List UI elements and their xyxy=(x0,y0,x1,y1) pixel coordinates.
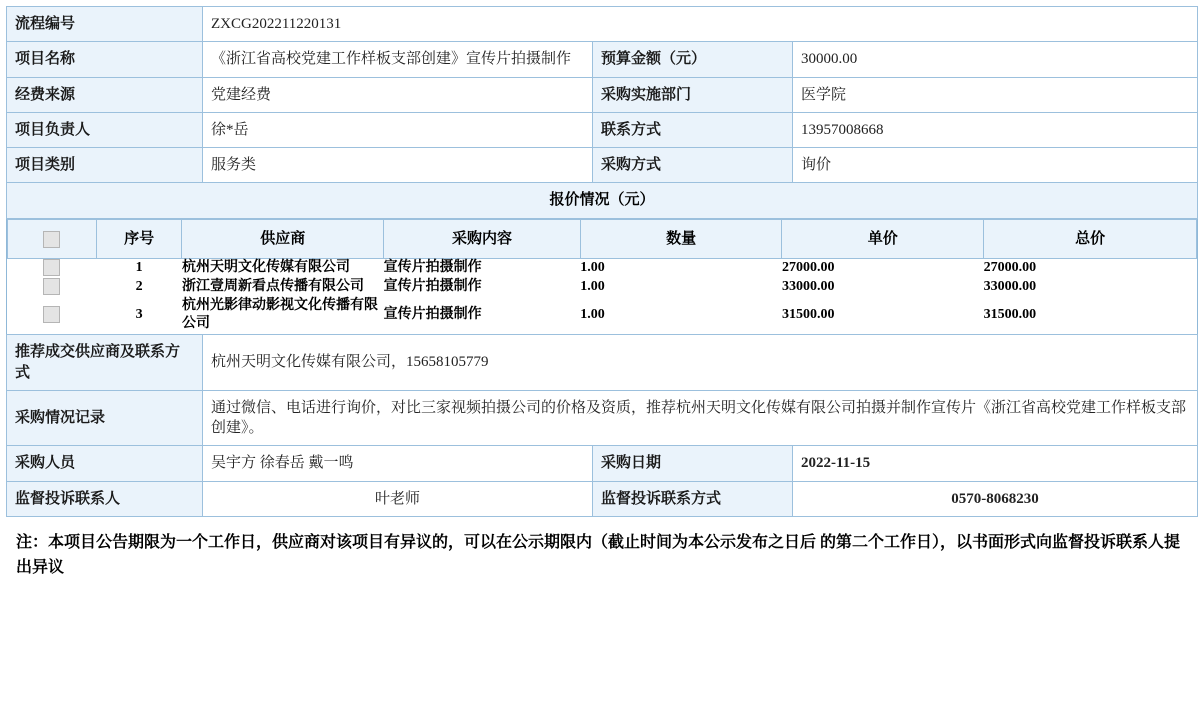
select-all-checkbox[interactable] xyxy=(43,231,60,248)
table-row xyxy=(7,7,1198,42)
select-all-header xyxy=(8,219,97,258)
row-total-price: 27000.00 xyxy=(984,258,1197,277)
project-name-label: 项目名称 xyxy=(7,42,203,77)
row-supplier: 杭州天明文化传媒有限公司 xyxy=(182,258,384,277)
supervisor-value: 叶老师 xyxy=(203,481,593,516)
row-index: 1 xyxy=(96,258,182,277)
col-total-price: 总价 xyxy=(984,219,1197,258)
category-value: 服务类 xyxy=(203,148,593,183)
row-index: 3 xyxy=(96,297,182,335)
row-total-price: 31500.00 xyxy=(984,297,1197,335)
table-row xyxy=(7,481,1198,516)
process-no-value: ZXCG202211220131 xyxy=(203,7,1198,42)
table-row xyxy=(8,258,1197,277)
row-unit-price: 31500.00 xyxy=(782,297,984,335)
table-row xyxy=(7,446,1198,481)
col-unit-price: 单价 xyxy=(782,219,984,258)
row-content: 宣传片拍摄制作 xyxy=(384,258,581,277)
row-checkbox[interactable] xyxy=(43,259,60,276)
row-select-cell xyxy=(8,258,97,277)
quote-header-row xyxy=(8,219,1197,258)
row-qty: 1.00 xyxy=(580,278,782,297)
row-checkbox[interactable] xyxy=(43,278,60,295)
process-no-label: 流程编号 xyxy=(7,7,203,42)
supervisor-contact-label: 监督投诉联系方式 xyxy=(593,481,793,516)
quote-section-title: 报价情况（元） xyxy=(7,183,1198,218)
row-content: 宣传片拍摄制作 xyxy=(384,278,581,297)
col-qty: 数量 xyxy=(580,219,782,258)
row-unit-price: 27000.00 xyxy=(782,258,984,277)
row-supplier: 杭州光影律动影视文化传播有限公司 xyxy=(182,297,384,335)
row-select-cell xyxy=(8,278,97,297)
table-row xyxy=(8,297,1197,335)
contact-label: 联系方式 xyxy=(593,112,793,147)
fund-source-value: 党建经费 xyxy=(203,77,593,112)
table-row xyxy=(7,183,1198,218)
footer-note: 注：本项目公告期限为一个工作日，供应商对该项目有异议的，可以在公示期限内（截止时间为本公示发布之日后 的第二个工作日），以书面形式向监督投诉联系人提出异议 xyxy=(16,533,1181,576)
row-index: 2 xyxy=(96,278,182,297)
owner-label: 项目负责人 xyxy=(7,112,203,147)
row-select-cell xyxy=(8,297,97,335)
buyer-label: 采购人员 xyxy=(7,446,203,481)
col-content: 采购内容 xyxy=(384,219,581,258)
supervisor-contact-value: 0570-8068230 xyxy=(793,481,1198,516)
quote-table-cell xyxy=(7,218,1198,335)
contact-value: 13957008668 xyxy=(793,112,1198,147)
quote-table xyxy=(7,219,1197,335)
record-value: 通过微信、电话进行询价，对比三家视频拍摄公司的价格及资质，推荐杭州天明文化传媒有限公司拍摄并制作宣传片《浙江省高校党建工作样板支部创建》。 xyxy=(203,390,1198,446)
supervisor-label: 监督投诉联系人 xyxy=(7,481,203,516)
row-content: 宣传片拍摄制作 xyxy=(384,297,581,335)
purchase-info-table xyxy=(6,6,1198,517)
table-row xyxy=(7,42,1198,77)
budget-label: 预算金额（元） xyxy=(593,42,793,77)
row-unit-price: 33000.00 xyxy=(782,278,984,297)
row-qty: 1.00 xyxy=(580,297,782,335)
purchase-date-label: 采购日期 xyxy=(593,446,793,481)
table-row xyxy=(8,278,1197,297)
table-row xyxy=(7,335,1198,391)
fund-source-label: 经费来源 xyxy=(7,77,203,112)
table-row xyxy=(7,148,1198,183)
dept-value: 医学院 xyxy=(793,77,1198,112)
table-row xyxy=(7,112,1198,147)
table-row xyxy=(7,77,1198,112)
row-total-price: 33000.00 xyxy=(984,278,1197,297)
owner-value: 徐*岳 xyxy=(203,112,593,147)
recommend-value: 杭州天明文化传媒有限公司，15658105779 xyxy=(203,335,1198,391)
project-name-value: 《浙江省高校党建工作样板支部创建》宣传片拍摄制作 xyxy=(203,42,593,77)
quote-table-row xyxy=(7,218,1198,335)
method-value: 询价 xyxy=(793,148,1198,183)
purchase-date-value: 2022-11-15 xyxy=(793,446,1198,481)
method-label: 采购方式 xyxy=(593,148,793,183)
category-label: 项目类别 xyxy=(7,148,203,183)
col-supplier: 供应商 xyxy=(182,219,384,258)
row-supplier: 浙江壹周新看点传播有限公司 xyxy=(182,278,384,297)
budget-value: 30000.00 xyxy=(793,42,1198,77)
col-index: 序号 xyxy=(96,219,182,258)
record-label: 采购情况记录 xyxy=(7,390,203,446)
recommend-label: 推荐成交供应商及联系方式 xyxy=(7,335,203,391)
row-checkbox[interactable] xyxy=(43,306,60,323)
dept-label: 采购实施部门 xyxy=(593,77,793,112)
table-row xyxy=(7,390,1198,446)
buyer-value: 吴宇方 徐春岳 戴一鸣 xyxy=(203,446,593,481)
row-qty: 1.00 xyxy=(580,258,782,277)
